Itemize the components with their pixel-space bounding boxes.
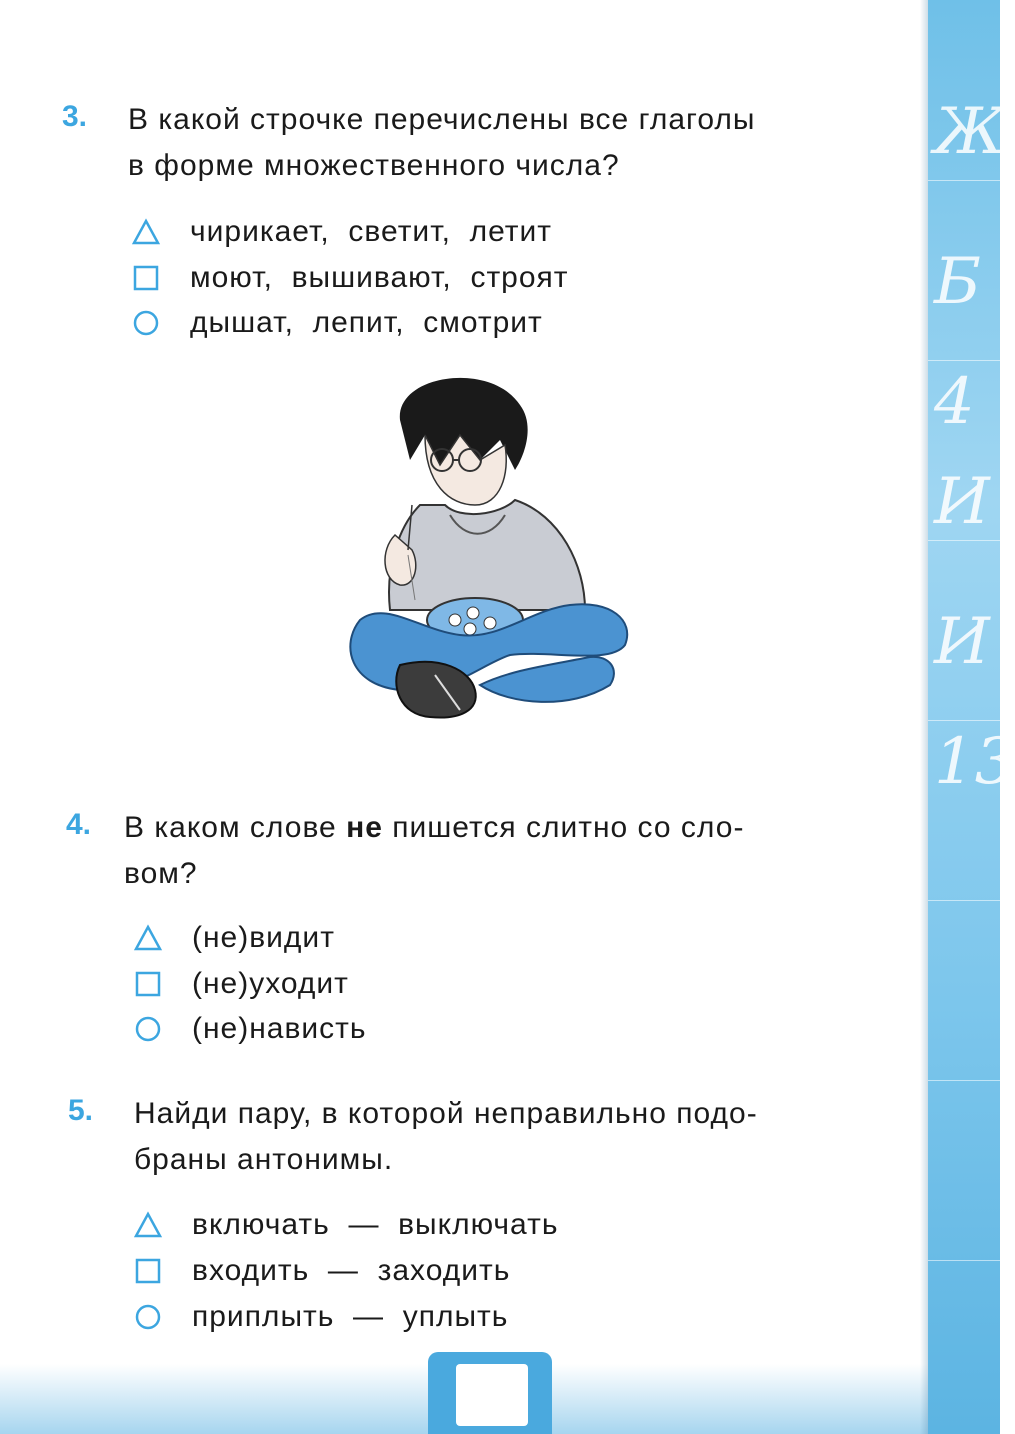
option-label: чирикает, светит, летит [190,215,553,248]
question-text-line [124,805,910,851]
circle-icon [134,1015,162,1043]
page-number-box [456,1364,528,1426]
option-label: приплыть — уплыть [192,1300,509,1333]
option-label: (не)уходит [192,967,349,1000]
answer-option[interactable] [134,1251,510,1291]
question-text-line: в форме множественного числа? [128,149,620,182]
question-text-bold: не [346,811,383,844]
square-icon [132,264,160,292]
question-text-line: В какой строчке перечислены все глаголы [128,103,756,136]
boy-embroidering-icon [340,365,640,745]
question-text-part: В каком слове [124,811,347,844]
answer-option[interactable] [134,1009,367,1049]
answer-option[interactable] [134,1297,508,1337]
triangle-icon [132,218,160,246]
question-number: 4. [66,808,92,841]
answer-option[interactable] [132,212,552,252]
answer-option[interactable] [134,918,335,958]
side-shadow [920,0,928,1434]
square-icon [134,970,162,998]
question-text-part: пишется слитно со сло- [382,811,745,844]
question-number: 5. [68,1094,94,1127]
option-label: (не)видит [192,921,335,954]
option-label: включать — выключать [192,1208,559,1241]
circle-icon [132,309,160,337]
circle-icon [134,1303,162,1331]
side-decoration-strip: Ж Б 4 И И 13 [928,0,1000,1434]
answer-option[interactable] [134,964,349,1004]
square-icon [134,1257,162,1285]
answer-option[interactable] [132,258,569,298]
triangle-icon [134,1211,162,1239]
triangle-icon [134,924,162,952]
question-number: 3. [62,100,88,133]
option-label: (не)нависть [192,1012,367,1045]
answer-option[interactable] [132,303,543,343]
question-text-line: Найди пару, в которой неправильно подо- [134,1097,758,1130]
question-text-line: браны антонимы. [134,1143,394,1176]
question-text-line: вом? [124,857,198,890]
option-label: входить — заходить [192,1254,511,1287]
option-label: дышат, лепит, смотрит [190,306,543,339]
answer-option[interactable] [134,1205,558,1245]
option-label: моют, вышивают, строят [190,261,569,294]
